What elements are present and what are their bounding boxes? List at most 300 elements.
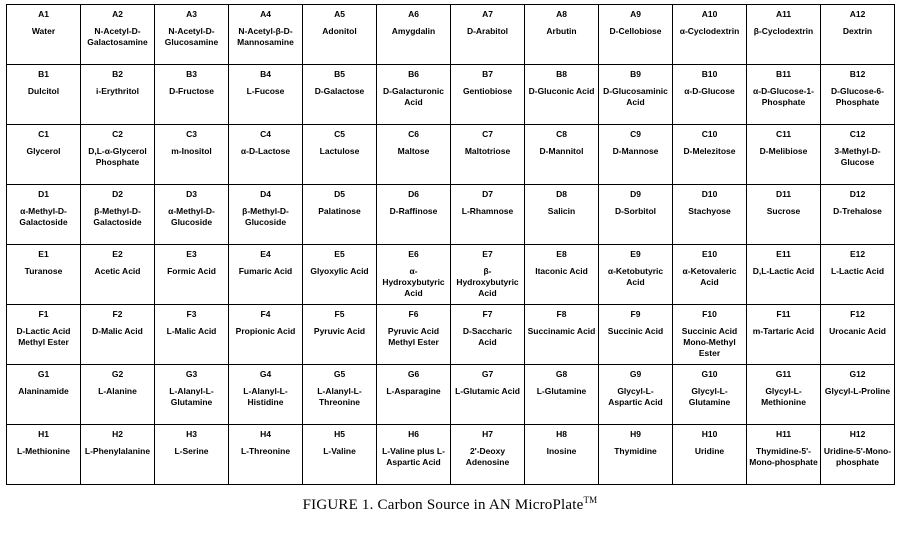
- well-substrate-name: L-Lactic Acid: [830, 266, 885, 276]
- plate-well-d3[interactable]: [155, 185, 229, 245]
- plate-well-g12[interactable]: [821, 365, 895, 425]
- plate-well-d7[interactable]: [451, 185, 525, 245]
- figure-caption: [6, 491, 894, 514]
- plate-well-a11[interactable]: [747, 5, 821, 65]
- plate-well-a5[interactable]: [303, 5, 377, 65]
- plate-row: [7, 365, 895, 425]
- well-id: D1: [38, 189, 49, 199]
- well-id: F10: [702, 309, 717, 319]
- well-substrate-name: D-Sorbitol: [614, 206, 657, 216]
- well-id: C3: [186, 129, 197, 139]
- well-substrate-name: D-Saccharic Acid: [462, 326, 513, 347]
- well-id: H2: [112, 429, 123, 439]
- plate-well-d8[interactable]: [525, 185, 599, 245]
- well-id: G1: [37, 369, 50, 379]
- well-substrate-name: 2'-Deoxy Adenosine: [465, 446, 510, 467]
- plate-well-a1[interactable]: [7, 5, 81, 65]
- well-substrate-name: Glycerol: [26, 146, 61, 156]
- well-id: B5: [334, 69, 345, 79]
- well-substrate-name: i-Erythritol: [96, 86, 139, 96]
- well-substrate-name: Thymidine: [614, 446, 657, 456]
- well-substrate-name: Acetic Acid: [94, 266, 141, 276]
- well-substrate-name: D-Cellobiose: [609, 26, 662, 36]
- well-id: D6: [408, 189, 419, 199]
- well-substrate-name: L-Alanyl-L-Histidine: [243, 386, 288, 407]
- well-substrate-name: α-Ketobutyric Acid: [607, 266, 664, 287]
- well-id: F4: [260, 309, 271, 319]
- plate-well-a12[interactable]: [821, 5, 895, 65]
- well-substrate-name: L-Serine: [174, 446, 209, 456]
- well-substrate-name: Arbutin: [546, 26, 577, 36]
- well-substrate-name: Alaninamide: [18, 386, 69, 396]
- well-substrate-name: D-Arabitol: [466, 26, 509, 36]
- well-substrate-name: Succinamic Acid: [527, 326, 596, 336]
- plate-well-d10[interactable]: [673, 185, 747, 245]
- well-id: C8: [556, 129, 567, 139]
- well-id: D12: [849, 189, 866, 199]
- plate-well-c2[interactable]: [81, 125, 155, 185]
- plate-well-d5[interactable]: [303, 185, 377, 245]
- well-substrate-name: Glycyl-L-Methionine: [761, 386, 806, 407]
- plate-well-a6[interactable]: [377, 5, 451, 65]
- plate-well-f3[interactable]: [155, 305, 229, 365]
- plate-well-e2[interactable]: [81, 245, 155, 305]
- well-substrate-name: L-Malic Acid: [166, 326, 217, 336]
- well-substrate-name: Formic Acid: [167, 266, 216, 276]
- well-substrate-name: Inosine: [546, 446, 577, 456]
- plate-well-e12[interactable]: [821, 245, 895, 305]
- well-id: B2: [112, 69, 123, 79]
- well-substrate-name: Adonitol: [322, 26, 357, 36]
- plate-well-d11[interactable]: [747, 185, 821, 245]
- plate-well-g2[interactable]: [81, 365, 155, 425]
- plate-well-b4[interactable]: [229, 65, 303, 125]
- plate-well-g5[interactable]: [303, 365, 377, 425]
- plate-well-d1[interactable]: [7, 185, 81, 245]
- plate-well-h11[interactable]: [747, 425, 821, 485]
- well-substrate-name: Glycyl-L-Glutamine: [688, 386, 731, 407]
- plate-well-a8[interactable]: [525, 5, 599, 65]
- plate-well-e7[interactable]: [451, 245, 525, 305]
- well-id: B11: [775, 69, 792, 79]
- well-id: H6: [408, 429, 419, 439]
- well-id: H8: [556, 429, 567, 439]
- well-substrate-name: Glycyl-L-Aspartic Acid: [608, 386, 663, 407]
- well-id: G12: [849, 369, 866, 379]
- well-substrate-name: Uridine: [694, 446, 725, 456]
- well-id: H7: [482, 429, 493, 439]
- well-substrate-name: L-Valine: [323, 446, 356, 456]
- plate-well-b9[interactable]: [599, 65, 673, 125]
- well-id: B10: [701, 69, 718, 79]
- plate-well-c10[interactable]: [673, 125, 747, 185]
- plate-well-a3[interactable]: [155, 5, 229, 65]
- well-id: E1: [38, 249, 49, 259]
- plate-well-g6[interactable]: [377, 365, 451, 425]
- well-id: H9: [630, 429, 641, 439]
- well-substrate-name: α-Methyl-D-Galactoside: [19, 206, 68, 227]
- well-id: C10: [701, 129, 718, 139]
- well-substrate-name: D-Gluconic Acid: [528, 86, 595, 96]
- well-id: F1: [38, 309, 49, 319]
- plate-well-a2[interactable]: [81, 5, 155, 65]
- plate-well-b5[interactable]: [303, 65, 377, 125]
- well-substrate-name: L-Valine plus L-Aspartic Acid: [382, 446, 445, 467]
- well-id: E12: [849, 249, 866, 259]
- well-substrate-name: D-Lactic Acid Methyl Ester: [16, 326, 71, 347]
- well-id: D10: [701, 189, 718, 199]
- well-id: F6: [408, 309, 419, 319]
- well-substrate-name: D-Glucose-6-Phosphate: [831, 86, 884, 107]
- well-substrate-name: Turanose: [24, 266, 63, 276]
- plate-well-h5[interactable]: [303, 425, 377, 485]
- well-substrate-name: β-Methyl-D-Glucoside: [242, 206, 289, 227]
- plate-well-b11[interactable]: [747, 65, 821, 125]
- plate-well-e8[interactable]: [525, 245, 599, 305]
- well-id: B9: [630, 69, 641, 79]
- well-substrate-name: α-Methyl-D-Glucoside: [168, 206, 215, 227]
- well-id: A3: [186, 9, 197, 19]
- plate-well-g3[interactable]: [155, 365, 229, 425]
- well-substrate-name: m-Inositol: [171, 146, 212, 156]
- well-substrate-name: Fumaric Acid: [238, 266, 293, 276]
- well-id: E3: [186, 249, 197, 259]
- plate-well-c6[interactable]: [377, 125, 451, 185]
- figure-caption-text: FIGURE 1. Carbon Source in AN MicroPlate: [302, 497, 584, 513]
- well-id: A4: [260, 9, 271, 19]
- well-id: E11: [776, 249, 791, 259]
- plate-well-b8[interactable]: [525, 65, 599, 125]
- well-id: D3: [186, 189, 197, 199]
- well-substrate-name: D-Raffinose: [389, 206, 438, 216]
- plate-well-h12[interactable]: [821, 425, 895, 485]
- well-id: A11: [775, 9, 792, 19]
- plate-well-f9[interactable]: [599, 305, 673, 365]
- well-substrate-name: D-Glucosaminic Acid: [603, 86, 668, 107]
- plate-well-h10[interactable]: [673, 425, 747, 485]
- plate-well-h6[interactable]: [377, 425, 451, 485]
- well-substrate-name: L-Methionine: [17, 446, 70, 456]
- well-id: B1: [38, 69, 49, 79]
- well-id: A2: [112, 9, 123, 19]
- plate-well-f1[interactable]: [7, 305, 81, 365]
- well-substrate-name: D-Mannose: [612, 146, 659, 156]
- well-id: G3: [185, 369, 198, 379]
- well-substrate-name: L-Alanyl-L-Glutamine: [169, 386, 214, 407]
- well-substrate-name: L-Alanyl-L-Threonine: [317, 386, 362, 407]
- well-id: D7: [482, 189, 493, 199]
- well-substrate-name: Pyruvic Acid Methyl Ester: [387, 326, 440, 347]
- well-id: B8: [556, 69, 567, 79]
- well-id: E6: [408, 249, 419, 259]
- well-id: C6: [408, 129, 419, 139]
- plate-well-f6[interactable]: [377, 305, 451, 365]
- well-substrate-name: L-Rhamnose: [461, 206, 514, 216]
- well-id: A12: [849, 9, 866, 19]
- well-substrate-name: L-Glutamic Acid: [455, 386, 520, 396]
- plate-well-b7[interactable]: [451, 65, 525, 125]
- well-substrate-name: Palatinose: [318, 206, 361, 216]
- plate-well-g7[interactable]: [451, 365, 525, 425]
- well-id: C12: [849, 129, 866, 139]
- plate-well-e5[interactable]: [303, 245, 377, 305]
- well-substrate-name: D-Trehalose: [833, 206, 882, 216]
- plate-well-b6[interactable]: [377, 65, 451, 125]
- well-substrate-name: Propionic Acid: [235, 326, 296, 336]
- plate-row: [7, 185, 895, 245]
- well-substrate-name: β-Cyclodextrin: [753, 26, 814, 36]
- well-substrate-name: Succinic Acid Mono-Methyl Ester: [681, 326, 738, 358]
- microplate-table: [6, 4, 895, 485]
- well-id: D8: [556, 189, 567, 199]
- well-substrate-name: Dextrin: [842, 26, 873, 36]
- plate-well-c12[interactable]: [821, 125, 895, 185]
- well-substrate-name: D,L-α-Glycerol Phosphate: [88, 146, 147, 167]
- plate-row: [7, 425, 895, 485]
- well-substrate-name: L-Asparagine: [386, 386, 441, 396]
- well-id: D2: [112, 189, 123, 199]
- well-substrate-name: D,L-Lactic Acid: [752, 266, 815, 276]
- well-substrate-name: D-Malic Acid: [92, 326, 143, 336]
- well-id: G4: [259, 369, 272, 379]
- well-substrate-name: L-Threonine: [240, 446, 291, 456]
- well-id: G11: [775, 369, 792, 379]
- well-id: A6: [408, 9, 419, 19]
- plate-well-e3[interactable]: [155, 245, 229, 305]
- plate-well-f11[interactable]: [747, 305, 821, 365]
- well-id: D11: [775, 189, 792, 199]
- plate-well-e11[interactable]: [747, 245, 821, 305]
- well-id: B7: [482, 69, 493, 79]
- plate-well-b3[interactable]: [155, 65, 229, 125]
- well-substrate-name: Uridine-5'-Mono-phosphate: [823, 446, 892, 467]
- plate-well-d12[interactable]: [821, 185, 895, 245]
- well-id: B12: [849, 69, 866, 79]
- plate-well-a9[interactable]: [599, 5, 673, 65]
- well-substrate-name: L-Alanine: [98, 386, 137, 396]
- plate-well-g1[interactable]: [7, 365, 81, 425]
- plate-well-g10[interactable]: [673, 365, 747, 425]
- well-id: H5: [334, 429, 345, 439]
- well-id: C1: [38, 129, 49, 139]
- well-id: G5: [333, 369, 346, 379]
- well-substrate-name: D-Galactose: [314, 86, 365, 96]
- plate-well-e6[interactable]: [377, 245, 451, 305]
- well-id: H1: [38, 429, 49, 439]
- plate-well-d6[interactable]: [377, 185, 451, 245]
- plate-well-h2[interactable]: [81, 425, 155, 485]
- well-id: C7: [482, 129, 493, 139]
- plate-well-f12[interactable]: [821, 305, 895, 365]
- well-id: E2: [112, 249, 123, 259]
- plate-well-b2[interactable]: [81, 65, 155, 125]
- plate-well-h1[interactable]: [7, 425, 81, 485]
- well-id: E10: [701, 249, 718, 259]
- well-substrate-name: 3-Methyl-D-Glucose: [834, 146, 881, 167]
- well-id: B3: [186, 69, 197, 79]
- plate-well-e1[interactable]: [7, 245, 81, 305]
- well-substrate-name: D-Melibiose: [759, 146, 808, 156]
- well-id: B4: [260, 69, 271, 79]
- well-substrate-name: L-Fucose: [246, 86, 285, 96]
- well-id: H3: [186, 429, 197, 439]
- well-substrate-name: Sucrose: [766, 206, 801, 216]
- plate-row: [7, 65, 895, 125]
- well-substrate-name: Succinic Acid: [607, 326, 664, 336]
- plate-well-c11[interactable]: [747, 125, 821, 185]
- well-substrate-name: Stachyose: [688, 206, 731, 216]
- well-substrate-name: L-Glutamine: [536, 386, 587, 396]
- well-id: C5: [334, 129, 345, 139]
- plate-well-f10[interactable]: [673, 305, 747, 365]
- well-substrate-name: α-Ketovaleric Acid: [682, 266, 737, 287]
- plate-well-f2[interactable]: [81, 305, 155, 365]
- well-id: A5: [334, 9, 345, 19]
- plate-well-c8[interactable]: [525, 125, 599, 185]
- well-substrate-name: N-Acetyl-D-Glucosamine: [164, 26, 219, 47]
- well-id: G9: [629, 369, 642, 379]
- well-id: F11: [776, 309, 791, 319]
- plate-well-h9[interactable]: [599, 425, 673, 485]
- plate-well-h3[interactable]: [155, 425, 229, 485]
- plate-well-h4[interactable]: [229, 425, 303, 485]
- well-substrate-name: β-Methyl-D-Galactoside: [93, 206, 142, 227]
- plate-well-c3[interactable]: [155, 125, 229, 185]
- well-id: G2: [111, 369, 124, 379]
- plate-well-b12[interactable]: [821, 65, 895, 125]
- well-substrate-name: D-Galacturonic Acid: [383, 86, 444, 107]
- well-id: A7: [482, 9, 493, 19]
- well-id: D5: [334, 189, 345, 199]
- plate-well-c7[interactable]: [451, 125, 525, 185]
- well-substrate-name: Dulcitol: [27, 86, 60, 96]
- well-id: F8: [556, 309, 567, 319]
- well-id: F9: [630, 309, 641, 319]
- well-id: E5: [334, 249, 345, 259]
- well-substrate-name: β-Hydroxybutyric Acid: [456, 266, 519, 298]
- well-substrate-name: α-D-Glucose-1-Phosphate: [753, 86, 814, 107]
- well-substrate-name: Salicin: [547, 206, 576, 216]
- plate-well-b10[interactable]: [673, 65, 747, 125]
- well-id: F2: [112, 309, 123, 319]
- well-substrate-name: Glycyl-L-Proline: [824, 386, 891, 396]
- well-id: A1: [38, 9, 49, 19]
- plate-well-c1[interactable]: [7, 125, 81, 185]
- well-id: G8: [555, 369, 568, 379]
- well-substrate-name: Gentiobiose: [462, 86, 513, 96]
- plate-well-d2[interactable]: [81, 185, 155, 245]
- well-id: C4: [260, 129, 271, 139]
- plate-well-a7[interactable]: [451, 5, 525, 65]
- plate-row: [7, 245, 895, 305]
- well-id: F7: [482, 309, 493, 319]
- plate-well-f4[interactable]: [229, 305, 303, 365]
- well-id: E7: [482, 249, 493, 259]
- well-id: H11: [775, 429, 792, 439]
- well-id: A8: [556, 9, 567, 19]
- plate-well-c9[interactable]: [599, 125, 673, 185]
- well-substrate-name: Amygdalin: [391, 26, 436, 36]
- well-substrate-name: D-Mannitol: [539, 146, 584, 156]
- well-id: E8: [556, 249, 567, 259]
- plate-row: [7, 125, 895, 185]
- well-substrate-name: α-Cyclodextrin: [679, 26, 740, 36]
- well-substrate-name: Urocanic Acid: [829, 326, 886, 336]
- well-substrate-name: Water: [31, 26, 56, 36]
- well-id: D4: [260, 189, 271, 199]
- well-id: C9: [630, 129, 641, 139]
- plate-well-c4[interactable]: [229, 125, 303, 185]
- plate-well-g8[interactable]: [525, 365, 599, 425]
- well-substrate-name: α-D-Lactose: [240, 146, 291, 156]
- well-id: D9: [630, 189, 641, 199]
- plate-well-a10[interactable]: [673, 5, 747, 65]
- plate-well-b1[interactable]: [7, 65, 81, 125]
- well-substrate-name: N-Acetyl-β-D-Mannosamine: [237, 26, 294, 47]
- plate-well-h8[interactable]: [525, 425, 599, 485]
- well-id: C2: [112, 129, 123, 139]
- plate-well-a4[interactable]: [229, 5, 303, 65]
- plate-well-g9[interactable]: [599, 365, 673, 425]
- plate-well-g11[interactable]: [747, 365, 821, 425]
- figure-caption-trademark: TM: [583, 495, 598, 505]
- plate-well-c5[interactable]: [303, 125, 377, 185]
- well-id: F3: [186, 309, 197, 319]
- plate-well-e10[interactable]: [673, 245, 747, 305]
- well-substrate-name: α-Hydroxybutyric Acid: [382, 266, 445, 298]
- well-substrate-name: Pyruvic Acid: [313, 326, 366, 336]
- plate-well-f5[interactable]: [303, 305, 377, 365]
- plate-row: [7, 305, 895, 365]
- well-substrate-name: Thymidine-5'-Mono-phosphate: [749, 446, 818, 467]
- well-id: H4: [260, 429, 271, 439]
- plate-well-f8[interactable]: [525, 305, 599, 365]
- plate-well-d9[interactable]: [599, 185, 673, 245]
- microplate-body: [7, 5, 895, 485]
- well-substrate-name: Itaconic Acid: [535, 266, 588, 276]
- well-id: A10: [701, 9, 718, 19]
- well-id: H12: [849, 429, 866, 439]
- well-id: F12: [850, 309, 865, 319]
- well-id: G6: [407, 369, 420, 379]
- well-substrate-name: Maltose: [397, 146, 430, 156]
- well-substrate-name: α-D-Glucose: [684, 86, 735, 96]
- well-id: G10: [701, 369, 718, 379]
- well-id: A9: [630, 9, 641, 19]
- well-substrate-name: N-Acetyl-D-Galactosamine: [87, 26, 148, 47]
- well-id: G7: [481, 369, 494, 379]
- well-substrate-name: Glyoxylic Acid: [310, 266, 369, 276]
- well-substrate-name: Maltotriose: [464, 146, 511, 156]
- plate-row: [7, 5, 895, 65]
- well-substrate-name: D-Fructose: [169, 86, 214, 96]
- well-substrate-name: m-Tartaric Acid: [752, 326, 815, 336]
- plate-well-e9[interactable]: [599, 245, 673, 305]
- plate-well-d4[interactable]: [229, 185, 303, 245]
- well-substrate-name: D-Melezitose: [683, 146, 736, 156]
- well-id: C11: [775, 129, 792, 139]
- well-id: F5: [334, 309, 345, 319]
- plate-well-g4[interactable]: [229, 365, 303, 425]
- well-id: H10: [701, 429, 718, 439]
- plate-well-f7[interactable]: [451, 305, 525, 365]
- well-id: E9: [630, 249, 641, 259]
- plate-well-h7[interactable]: [451, 425, 525, 485]
- plate-well-e4[interactable]: [229, 245, 303, 305]
- well-id: E4: [260, 249, 271, 259]
- well-id: B6: [408, 69, 419, 79]
- well-substrate-name: L-Phenylalanine: [84, 446, 151, 456]
